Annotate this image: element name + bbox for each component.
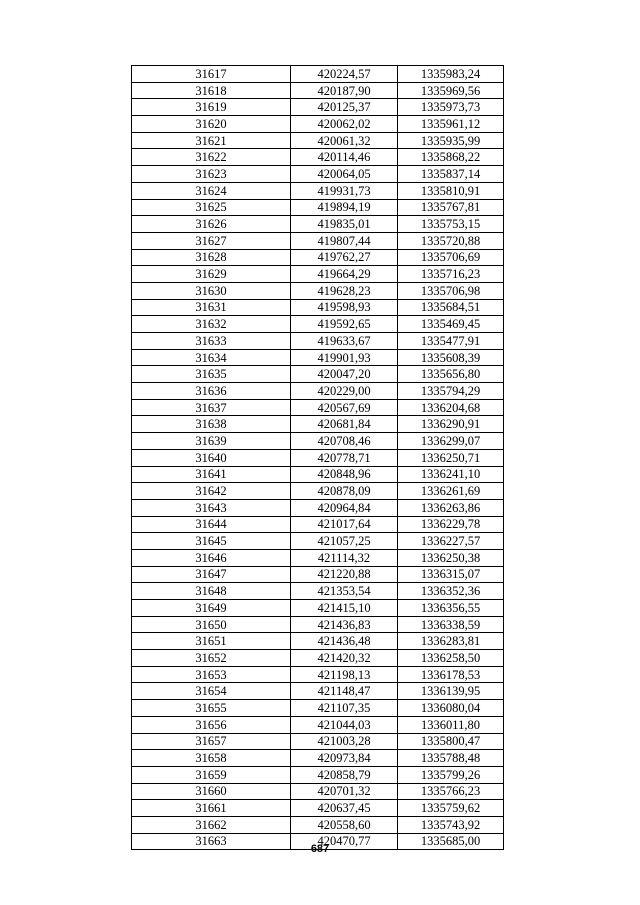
- y-coordinate-cell: 1336299,07: [398, 433, 504, 450]
- point-number-cell: 31634: [132, 349, 291, 366]
- x-coordinate-cell: 420229,00: [291, 383, 398, 400]
- point-number-cell: 31640: [132, 449, 291, 466]
- table-row: [132, 366, 504, 383]
- table-row: [132, 349, 504, 366]
- y-coordinate-cell: 1336261,69: [398, 483, 504, 500]
- y-coordinate-cell: 1335469,45: [398, 316, 504, 333]
- x-coordinate-cell: 421415,10: [291, 600, 398, 617]
- table-row: [132, 466, 504, 483]
- table-row: [132, 166, 504, 183]
- y-coordinate-cell: 1335720,88: [398, 232, 504, 249]
- y-coordinate-cell: 1336229,78: [398, 516, 504, 533]
- table-row: [132, 333, 504, 350]
- x-coordinate-cell: 421353,54: [291, 583, 398, 600]
- table-row: [132, 99, 504, 116]
- x-coordinate-cell: 420778,71: [291, 449, 398, 466]
- point-number-cell: 31628: [132, 249, 291, 266]
- x-coordinate-cell: 420187,90: [291, 82, 398, 99]
- y-coordinate-cell: 1335716,23: [398, 266, 504, 283]
- x-coordinate-cell: 419592,65: [291, 316, 398, 333]
- x-coordinate-cell: 421436,83: [291, 616, 398, 633]
- table-row: [132, 600, 504, 617]
- table-row: [132, 216, 504, 233]
- x-coordinate-cell: 421436,48: [291, 633, 398, 650]
- x-coordinate-cell: 420878,09: [291, 483, 398, 500]
- y-coordinate-cell: 1336204,68: [398, 399, 504, 416]
- y-coordinate-cell: 1335961,12: [398, 116, 504, 133]
- point-number-cell: 31621: [132, 132, 291, 149]
- point-number-cell: 31630: [132, 282, 291, 299]
- point-number-cell: 31650: [132, 616, 291, 633]
- x-coordinate-cell: 419633,67: [291, 333, 398, 350]
- y-coordinate-cell: 1335799,26: [398, 766, 504, 783]
- point-number-cell: 31633: [132, 333, 291, 350]
- x-coordinate-cell: 420558,60: [291, 816, 398, 833]
- y-coordinate-cell: 1335656,80: [398, 366, 504, 383]
- point-number-cell: 31647: [132, 566, 291, 583]
- point-number-cell: 31652: [132, 650, 291, 667]
- y-coordinate-cell: 1336258,50: [398, 650, 504, 667]
- point-number-cell: 31660: [132, 783, 291, 800]
- point-number-cell: 31625: [132, 199, 291, 216]
- x-coordinate-cell: 420224,57: [291, 66, 398, 83]
- table-row: [132, 316, 504, 333]
- y-coordinate-cell: 1335973,73: [398, 99, 504, 116]
- point-number-cell: 31629: [132, 266, 291, 283]
- y-coordinate-cell: 1335743,92: [398, 816, 504, 833]
- y-coordinate-cell: 1336290,91: [398, 416, 504, 433]
- y-coordinate-cell: 1335477,91: [398, 333, 504, 350]
- table-row: [132, 132, 504, 149]
- point-number-cell: 31649: [132, 600, 291, 617]
- y-coordinate-cell: 1336283,81: [398, 633, 504, 650]
- y-coordinate-cell: 1335983,24: [398, 66, 504, 83]
- point-number-cell: 31618: [132, 82, 291, 99]
- table-row: [132, 499, 504, 516]
- point-number-cell: 31631: [132, 299, 291, 316]
- point-number-cell: 31656: [132, 716, 291, 733]
- x-coordinate-cell: 419894,19: [291, 199, 398, 216]
- table-row: [132, 816, 504, 833]
- x-coordinate-cell: 419664,29: [291, 266, 398, 283]
- table-row: [132, 700, 504, 717]
- table-row: [132, 266, 504, 283]
- table-row: [132, 116, 504, 133]
- table-row: [132, 249, 504, 266]
- x-coordinate-cell: 419807,44: [291, 232, 398, 249]
- x-coordinate-cell: 421114,32: [291, 549, 398, 566]
- y-coordinate-cell: 1336139,95: [398, 683, 504, 700]
- table-row: [132, 82, 504, 99]
- table-row: [132, 800, 504, 817]
- point-number-cell: 31622: [132, 149, 291, 166]
- y-coordinate-cell: 1335837,14: [398, 166, 504, 183]
- y-coordinate-cell: 1335706,98: [398, 282, 504, 299]
- table-row: [132, 616, 504, 633]
- point-number-cell: 31635: [132, 366, 291, 383]
- point-number-cell: 31641: [132, 466, 291, 483]
- point-number-cell: 31632: [132, 316, 291, 333]
- x-coordinate-cell: 420567,69: [291, 399, 398, 416]
- y-coordinate-cell: 1335767,81: [398, 199, 504, 216]
- y-coordinate-cell: 1336352,36: [398, 583, 504, 600]
- point-number-cell: 31636: [132, 383, 291, 400]
- point-number-cell: 31646: [132, 549, 291, 566]
- point-number-cell: 31653: [132, 666, 291, 683]
- x-coordinate-cell: 421057,25: [291, 533, 398, 550]
- table-row: [132, 433, 504, 450]
- x-coordinate-cell: 420973,84: [291, 750, 398, 767]
- y-coordinate-cell: 1335706,69: [398, 249, 504, 266]
- table-row: [132, 533, 504, 550]
- y-coordinate-cell: 1335685,00: [398, 833, 504, 850]
- y-coordinate-cell: 1336263,86: [398, 499, 504, 516]
- x-coordinate-cell: 421044,03: [291, 716, 398, 733]
- point-number-cell: 31654: [132, 683, 291, 700]
- y-coordinate-cell: 1335868,22: [398, 149, 504, 166]
- point-number-cell: 31645: [132, 533, 291, 550]
- point-number-cell: 31651: [132, 633, 291, 650]
- x-coordinate-cell: 421148,47: [291, 683, 398, 700]
- point-number-cell: 31620: [132, 116, 291, 133]
- point-number-cell: 31643: [132, 499, 291, 516]
- x-coordinate-cell: 421198,13: [291, 666, 398, 683]
- x-coordinate-cell: 421003,28: [291, 733, 398, 750]
- point-number-cell: 31627: [132, 232, 291, 249]
- table-row: [132, 666, 504, 683]
- table-row: [132, 149, 504, 166]
- x-coordinate-cell: 420848,96: [291, 466, 398, 483]
- y-coordinate-cell: 1336250,71: [398, 449, 504, 466]
- table-row: [132, 416, 504, 433]
- table-row: [132, 650, 504, 667]
- point-number-cell: 31655: [132, 700, 291, 717]
- table-row: [132, 733, 504, 750]
- y-coordinate-cell: 1335753,15: [398, 216, 504, 233]
- y-coordinate-cell: 1336011,80: [398, 716, 504, 733]
- table-row: [132, 583, 504, 600]
- table-row: [132, 766, 504, 783]
- x-coordinate-cell: 420470,77: [291, 833, 398, 850]
- x-coordinate-cell: 420061,32: [291, 132, 398, 149]
- y-coordinate-cell: 1336338,59: [398, 616, 504, 633]
- table-row: [132, 399, 504, 416]
- y-coordinate-cell: 1335608,39: [398, 349, 504, 366]
- table-row: [132, 683, 504, 700]
- y-coordinate-cell: 1335766,23: [398, 783, 504, 800]
- table-row: [132, 783, 504, 800]
- table-row: [132, 66, 504, 83]
- coordinates-table-body: [132, 66, 504, 850]
- x-coordinate-cell: 421107,35: [291, 700, 398, 717]
- x-coordinate-cell: 420708,46: [291, 433, 398, 450]
- point-number-cell: 31617: [132, 66, 291, 83]
- page-number: 687: [310, 843, 330, 855]
- table-row: [132, 182, 504, 199]
- x-coordinate-cell: 421017,64: [291, 516, 398, 533]
- point-number-cell: 31623: [132, 166, 291, 183]
- y-coordinate-cell: 1336315,07: [398, 566, 504, 583]
- y-coordinate-cell: 1336250,38: [398, 549, 504, 566]
- y-coordinate-cell: 1336241,10: [398, 466, 504, 483]
- table-row: [132, 483, 504, 500]
- y-coordinate-cell: 1335969,56: [398, 82, 504, 99]
- point-number-cell: 31642: [132, 483, 291, 500]
- table-row: [132, 750, 504, 767]
- y-coordinate-cell: 1335759,62: [398, 800, 504, 817]
- table-row: [132, 516, 504, 533]
- x-coordinate-cell: 420637,45: [291, 800, 398, 817]
- point-number-cell: 31624: [132, 182, 291, 199]
- y-coordinate-cell: 1335794,29: [398, 383, 504, 400]
- y-coordinate-cell: 1336227,57: [398, 533, 504, 550]
- table-row: [132, 449, 504, 466]
- point-number-cell: 31658: [132, 750, 291, 767]
- point-number-cell: 31662: [132, 816, 291, 833]
- table-row: [132, 716, 504, 733]
- point-number-cell: 31639: [132, 433, 291, 450]
- coordinates-table: [131, 65, 504, 850]
- x-coordinate-cell: 420064,05: [291, 166, 398, 183]
- x-coordinate-cell: 419598,93: [291, 299, 398, 316]
- x-coordinate-cell: 419931,73: [291, 182, 398, 199]
- x-coordinate-cell: 420701,32: [291, 783, 398, 800]
- x-coordinate-cell: 421220,88: [291, 566, 398, 583]
- point-number-cell: 31648: [132, 583, 291, 600]
- x-coordinate-cell: 420062,02: [291, 116, 398, 133]
- point-number-cell: 31657: [132, 733, 291, 750]
- x-coordinate-cell: 420125,37: [291, 99, 398, 116]
- table-row: [132, 549, 504, 566]
- table-row: [132, 282, 504, 299]
- table-row: [132, 566, 504, 583]
- table-row: [132, 633, 504, 650]
- x-coordinate-cell: 421420,32: [291, 650, 398, 667]
- x-coordinate-cell: 419835,01: [291, 216, 398, 233]
- x-coordinate-cell: 420114,46: [291, 149, 398, 166]
- y-coordinate-cell: 1335684,51: [398, 299, 504, 316]
- table-row: [132, 199, 504, 216]
- point-number-cell: 31626: [132, 216, 291, 233]
- x-coordinate-cell: 419628,23: [291, 282, 398, 299]
- point-number-cell: 31659: [132, 766, 291, 783]
- y-coordinate-cell: 1336080,04: [398, 700, 504, 717]
- table-row: [132, 383, 504, 400]
- x-coordinate-cell: 420047,20: [291, 366, 398, 383]
- point-number-cell: 31644: [132, 516, 291, 533]
- table-row: [132, 299, 504, 316]
- x-coordinate-cell: 420858,79: [291, 766, 398, 783]
- x-coordinate-cell: 420681,84: [291, 416, 398, 433]
- point-number-cell: 31619: [132, 99, 291, 116]
- point-number-cell: 31663: [132, 833, 291, 850]
- y-coordinate-cell: 1336356,55: [398, 600, 504, 617]
- x-coordinate-cell: 420964,84: [291, 499, 398, 516]
- x-coordinate-cell: 419901,93: [291, 349, 398, 366]
- y-coordinate-cell: 1335935,99: [398, 132, 504, 149]
- y-coordinate-cell: 1336178,53: [398, 666, 504, 683]
- y-coordinate-cell: 1335810,91: [398, 182, 504, 199]
- x-coordinate-cell: 419762,27: [291, 249, 398, 266]
- y-coordinate-cell: 1335788,48: [398, 750, 504, 767]
- point-number-cell: 31661: [132, 800, 291, 817]
- table-row: [132, 232, 504, 249]
- point-number-cell: 31638: [132, 416, 291, 433]
- y-coordinate-cell: 1335800,47: [398, 733, 504, 750]
- point-number-cell: 31637: [132, 399, 291, 416]
